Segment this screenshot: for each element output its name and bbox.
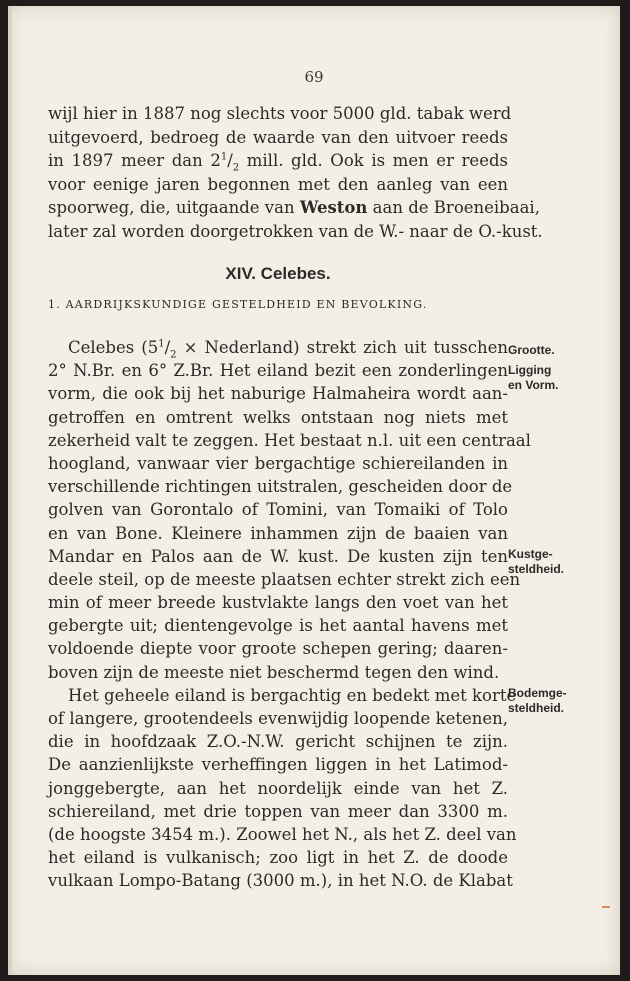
text-line: het eiland is vulkanisch; zoo ligt in het Z. de doode bbox=[48, 848, 508, 868]
text-line: later zal worden doorgetrokken van de W.- naar de O.-kust. bbox=[48, 221, 543, 241]
text-fragment: spoorweg, die, uitgaande van bbox=[48, 198, 295, 218]
emphasized-name-weston: Weston bbox=[299, 198, 368, 218]
page-gutter bbox=[8, 6, 12, 975]
text-line: boven zijn de meeste niet beschermd tegen den wind. bbox=[48, 662, 500, 682]
text-line: golven van Gorontalo of Tomini, van Tomaiki of Tolo bbox=[48, 500, 508, 520]
text-line: min of meer breede kustvlakte langs den voet van het bbox=[48, 593, 508, 613]
paper-mark bbox=[602, 906, 610, 908]
text-line: uitgevoerd, bedroeg de waarde van den uitvoer reeds bbox=[48, 127, 508, 147]
text-fragment: mill. gld. Ook is men er reeds bbox=[239, 151, 508, 171]
text-line: of langere, grootendeels evenwijdig loopende ketenen, bbox=[48, 709, 508, 728]
text-line bbox=[48, 149, 508, 173]
text-line: hoogland, vanwaar vier bergachtige schiereilanden in bbox=[48, 453, 508, 473]
text-line: voor eenige jaren begonnen met den aanleg van een bbox=[48, 174, 508, 194]
text-line: en van Bone. Kleinere inhammen zijn de baaien van bbox=[48, 523, 508, 543]
text-line: voldoende diepte voor groote schepen gering; daaren- bbox=[48, 639, 508, 659]
text-line: die in hoofdzaak Z.O.-N.W. gericht schijnen te zijn. bbox=[48, 732, 508, 752]
text-line: 2° N.Br. en 6° Z.Br. Het eiland bezit een zonderlingen bbox=[48, 361, 508, 381]
sidenote-grootte: Grootte. bbox=[508, 343, 555, 357]
text-line: De aanzienlijkste verheffingen liggen in het Latimod- bbox=[48, 755, 508, 775]
text-line bbox=[48, 196, 540, 220]
fraction-slash: / bbox=[227, 151, 233, 171]
text-line: Het geheele eiland is bergachtig en bedekt met korte bbox=[68, 685, 517, 705]
text-line: vulkaan Lompo-Batang (3000 m.), in het N.O. de Klabat bbox=[48, 871, 513, 891]
book-page bbox=[8, 6, 620, 975]
fraction-denominator: 2 bbox=[170, 349, 177, 361]
fraction-denominator: 2 bbox=[232, 162, 240, 174]
text-line: zekerheid valt te zeggen. Het bestaat n.l. uit een centraal bbox=[48, 430, 531, 450]
text-fragment: aan de Broeneibaai, bbox=[367, 198, 540, 218]
intro-paragraph bbox=[48, 102, 543, 244]
text-line: gebergte uit; dientengevolge is het aantal havens met bbox=[48, 616, 508, 636]
text-line bbox=[48, 336, 508, 359]
text-line: schiereiland, met drie toppen van meer dan 3300 m. bbox=[48, 801, 508, 821]
text-line: Mandar en Palos aan de W. kust. De kusten zijn ten bbox=[48, 546, 508, 566]
fraction-numerator: 1 bbox=[158, 338, 165, 350]
text-fragment: Celebes (5 bbox=[68, 338, 159, 357]
text-line: wijl hier in 1887 nog slechts voor 5000 gld. tabak werd bbox=[48, 104, 512, 123]
chapter-heading: XIV. Celebes. bbox=[225, 264, 331, 283]
page-number: 69 bbox=[304, 68, 324, 86]
celebes-paragraph bbox=[48, 336, 531, 893]
sidenote-ligging: Ligging en Vorm. bbox=[508, 363, 559, 392]
fraction-numerator: 1 bbox=[220, 151, 228, 163]
text-line: verschillende richtingen uitstralen, gescheiden door de bbox=[48, 477, 513, 497]
text-line: vorm, die ook bij het naburige Halmaheira wordt aan- bbox=[48, 384, 508, 404]
text-fragment: in 1897 meer dan 2 bbox=[48, 151, 221, 171]
text-line: (de hoogste 3454 m.). Zoowel het N., als het Z. deel van bbox=[48, 824, 517, 844]
text-line: deele steil, op de meeste plaatsen echter strekt zich een bbox=[48, 569, 521, 589]
fraction-slash: / bbox=[164, 338, 171, 357]
sidenote-kustgesteldheid: Kustge- steldheid. bbox=[508, 547, 565, 576]
text-line: getroffen en omtrent welks ontstaan nog niets met bbox=[48, 407, 508, 427]
text-fragment: × Nederland) strekt zich uit tusschen bbox=[176, 338, 509, 357]
section-subheading: 1. AARDRIJKSKUNDIGE GESTELDHEID EN BEVOLKING. bbox=[48, 298, 428, 311]
text-line: jonggebergte, aan het noordelijk einde van het Z. bbox=[48, 778, 508, 798]
sidenote-bodemgesteldheid: Bodemge- steldheid. bbox=[508, 686, 567, 715]
